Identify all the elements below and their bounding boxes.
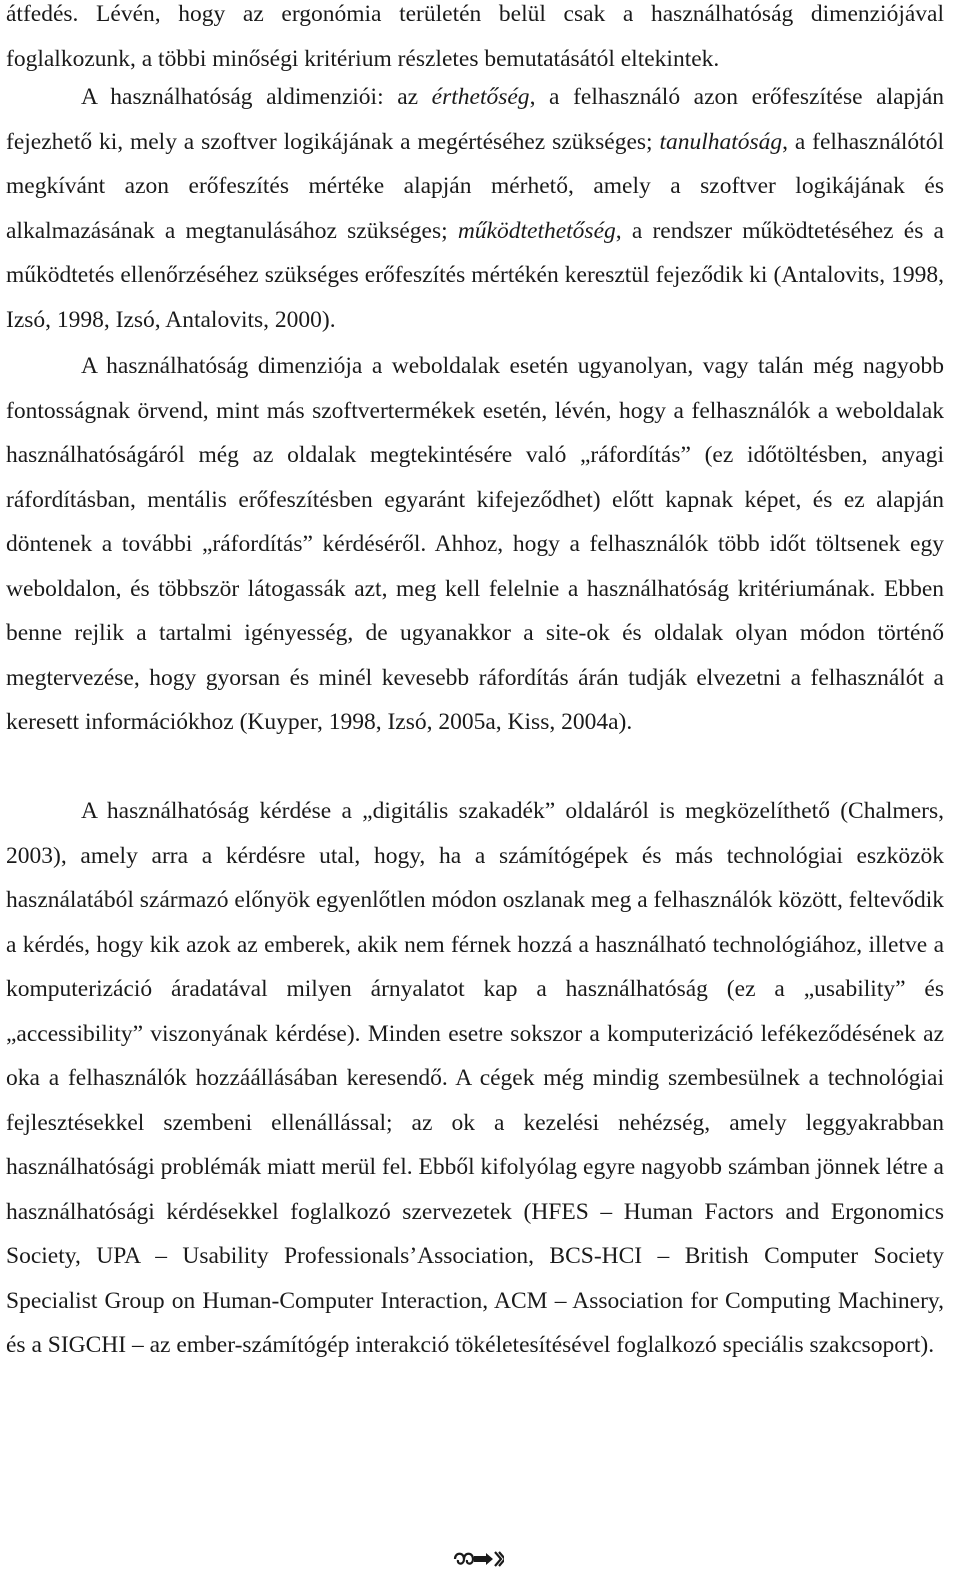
paragraph-1 xyxy=(6,0,944,81)
paragraph-2-text-a: A használhatóság aldimenziói: az xyxy=(81,84,432,110)
paragraph-2 xyxy=(6,75,944,342)
paragraph-3-text: A használhatóság dimenziója a weboldalak esetén ugyanolyan, vagy talán még nagyobb fontosságnak örvend, mint más szoftvertermékek esetén, lévén, hogy a felhasználók a weboldalak használhatóságáról még az oldalak megtekintésére való „ráfordítás” (ez időtöltésben, anyagi ráfordításban, mentális erőfeszítésben egyaránt kifejeződhet) előtt kapnak képet, és ez alapján döntenek a további „ráfordítás” kérdéséről. Ahhoz, hogy a felhasználók több időt töltsenek egy weboldalon, és többször látogassák azt, meg kell felelnie a használhatóság kritériumának. Ebben benne rejlik a tartalmi igényesség, de ugyanakkor a site-ok és oldalak olyan módon történő megtervezése, hogy gyorsan és minél kevesebb ráfordítás árán tudják elvezetni a felhasználót a keresett információkhoz (Kuyper, 1998, Izsó, 2005a, Kiss, 2004a). xyxy=(6,353,944,735)
paragraph-1-text: átfedés. Lévén, hogy az ergonómia területén belül csak a használhatóság dimenziójával foglalkozunk, a többi minőségi kritérium részletes bemutatásától eltekintek. xyxy=(6,1,944,72)
paragraph-4 xyxy=(6,789,944,1368)
paragraph-2-text-d: , a rendszer működtetéséhez és a működtetés ellenőrzéséhez szükséges erőfeszítés mértékén keresztül fejeződik ki (Antalovits, 1998, Izsó, 1998, Izsó, Antalovits, 2000). xyxy=(6,217,944,333)
term-mukodtethetoseg: működtethetőség xyxy=(457,217,616,244)
term-erthetoseg: érthetőség xyxy=(431,84,530,110)
paragraph-2-text-b: , a felhasználó azon erőfeszítése alapján fejezhető ki, mely a szoftver logikájának a megértéséhez szükséges; xyxy=(6,84,944,155)
decorative-ornament-icon xyxy=(452,1547,504,1571)
term-tanulhatosag: tanulhatóság xyxy=(659,128,783,155)
paragraph-3 xyxy=(6,344,944,745)
paragraph-2-text-c: , a felhasználótól megkívánt azon erőfeszítés mértéke alapján mérhető, amely a szoftver logikájának és alkalmazásának a megtanulásához szükséges; xyxy=(6,128,944,244)
paragraph-4-text: A használhatóság kérdése a „digitális szakadék” oldaláról is megközelíthető (Chalmers, 2003), amely arra a kérdésre utal, hogy, ha a számítógépek és más technológiai eszközök használatából származó előnyök egyenlőtlen módon oszlanak meg a felhasználók között, feltevődik a kérdés, hogy kik azok az emberek, akik nem férnek hozzá a használható technológiához, illetve a komputerizáció áradatával milyen árnyalatot kap a használhatóság (ez a „usability” és „accessibility” viszonyának kérdése). Minden esetre sokszor a komputerizáció lefékeződésének az oka a felhasználók hozzáállásában keresendő. A cégek még mindig szembesülnek a technológiai fejlesztésekkel szembeni ellenállással; az ok a kezelési nehézség, amely leggyakrabban használhatósági problémák miatt merül fel. Ebből kifolyólag egyre nagyobb számban jönnek létre a használhatósági kérdésekkel foglalkozó szervezetek (HFES – Human Factors and Ergonomics Society, UPA – Usability Professionals’Association, BCS-HCI – British Computer Society Specialist Group on Human-Computer Interaction, ACM – Association for Computing Machinery, és a SIGCHI – az ember-számítógép interakció tökéletesítésével foglalkozó speciális szakcsoport). xyxy=(6,798,944,1358)
